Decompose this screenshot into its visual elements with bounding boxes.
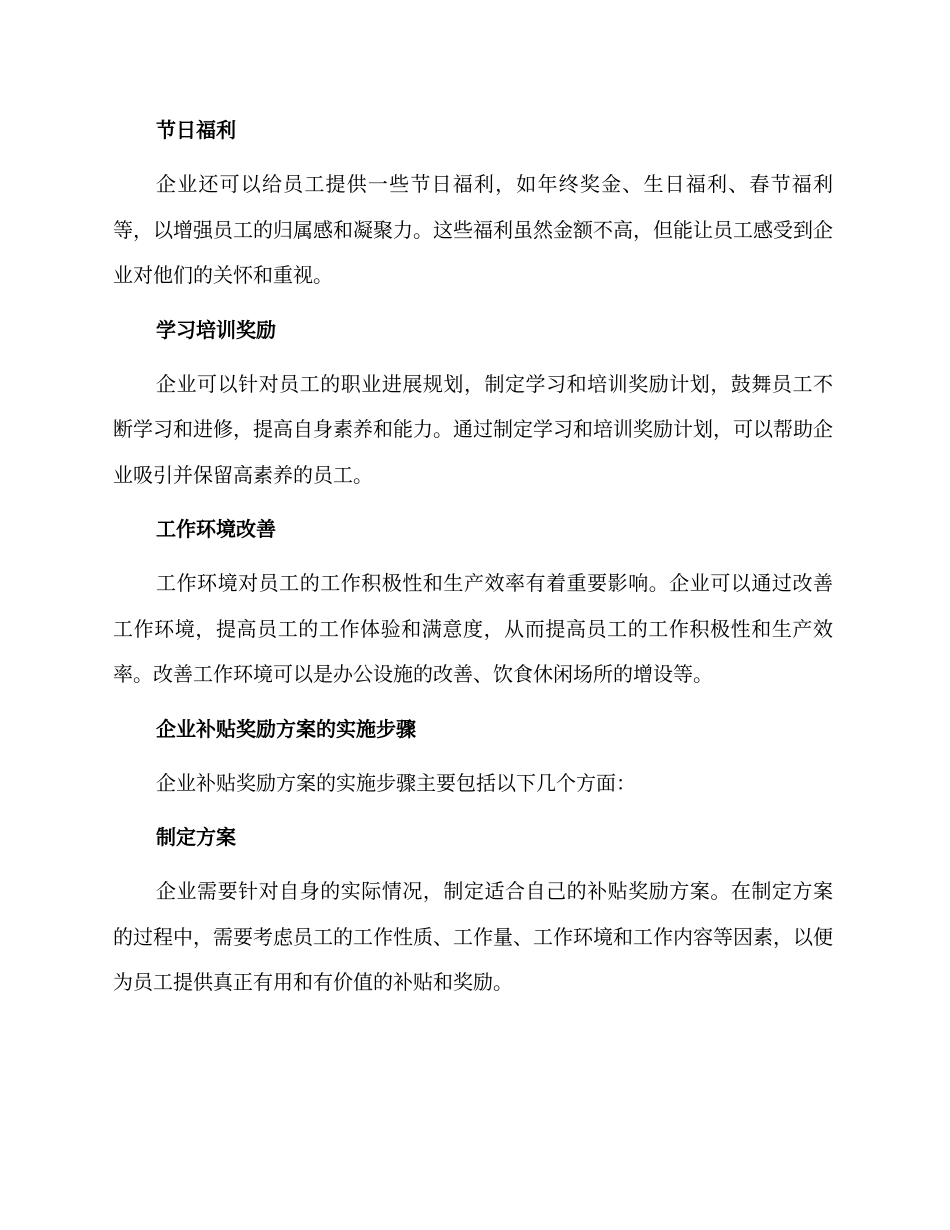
section-heading-formulate-plan: 制定方案 xyxy=(156,825,236,849)
section-heading-holiday-benefits: 节日福利 xyxy=(156,118,236,142)
section-heading-work-environment: 工作环境改善 xyxy=(156,517,276,541)
section-paragraph-holiday-benefits: 企业还可以给员工提供一些节日福利，如年终奖金、生日福利、春节福利等，以增强员工的归属感和凝聚力。这些福利虽然金额不高，但能让员工感受到企业对他们的关怀和重视。 xyxy=(113,172,833,287)
section-paragraph-formulate-plan: 企业需要针对自身的实际情况，制定适合自己的补贴奖励方案。在制定方案的过程中，需要考虑员工的工作性质、工作量、工作环境和工作内容等因素，以便为员工提供真正有用和有价值的补贴和奖励。 xyxy=(113,879,833,994)
section-paragraph-work-environment: 工作环境对员工的工作积极性和生产效率有着重要影响。企业可以通过改善工作环境，提高员工的工作体验和满意度，从而提高员工的工作积极性和生产效率。改善工作环境可以是办公设施的改善、饮食休闲场所的增设等。 xyxy=(113,571,833,686)
section-heading-training-rewards: 学习培训奖励 xyxy=(156,317,276,342)
section-heading-implementation-steps: 企业补贴奖励方案的实施步骤 xyxy=(156,716,416,741)
document-body xyxy=(113,110,833,1006)
section-paragraph-implementation-steps: 企业补贴奖励方案的实施步骤主要包括以下几个方面： xyxy=(156,770,636,795)
section-paragraph-training-rewards: 企业可以针对员工的职业进展规划，制定学习和培训奖励计划，鼓舞员工不断学习和进修，提高自身素养和能力。通过制定学习和培训奖励计划，可以帮助企业吸引并保留高素养的员工。 xyxy=(113,371,833,487)
